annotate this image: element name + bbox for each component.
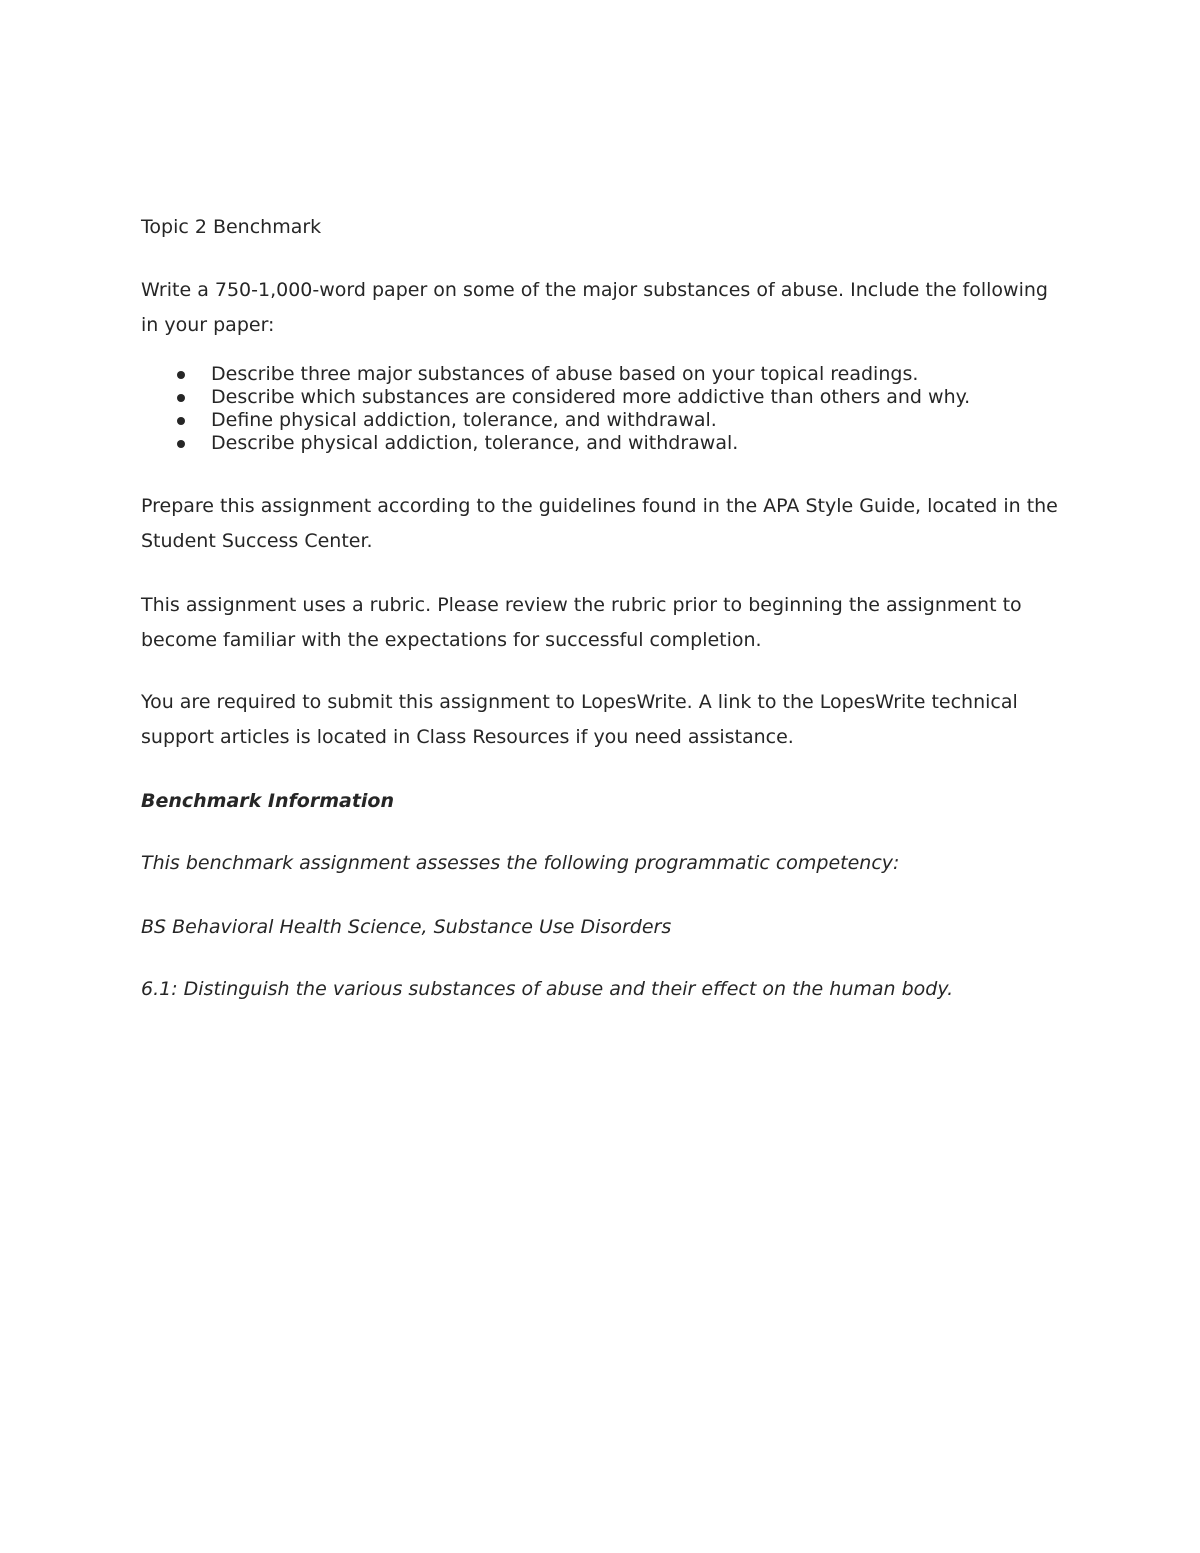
benchmark-intro: This benchmark assignment assesses the following programmatic competency:	[141, 852, 900, 874]
list-item-text: Define physical addiction, tolerance, and withdrawal.	[211, 409, 717, 431]
lopeswrite-paragraph: You are required to submit this assignment to LopesWrite. A link to the LopesWrite technical support articles is located in Class Resources if you need assistance.	[141, 691, 1018, 748]
apa-paragraph: Prepare this assignment according to the guidelines found in the APA Style Guide, located in the Student Success Center.	[141, 495, 1058, 552]
list-item	[141, 363, 1061, 386]
benchmark-heading: Benchmark Information	[141, 790, 395, 812]
list-item-text: Describe three major substances of abuse based on your topical readings.	[211, 363, 919, 385]
document-title: Topic 2 Benchmark	[141, 216, 322, 238]
benchmark-program: BS Behavioral Health Science, Substance Use Disorders	[141, 916, 672, 938]
list-item	[141, 386, 1061, 409]
bullet-icon	[177, 440, 185, 448]
list-item	[141, 432, 1061, 455]
bullet-icon	[177, 371, 185, 379]
list-item	[141, 409, 1061, 432]
bullet-icon	[177, 417, 185, 425]
list-item-text: Describe physical addiction, tolerance, and withdrawal.	[211, 432, 739, 454]
intro-paragraph: Write a 750-1,000-word paper on some of the major substances of abuse. Include the following in your paper:	[141, 279, 1048, 336]
benchmark-competency: 6.1: Distinguish the various substances of abuse and their effect on the human body.	[141, 978, 954, 1000]
bullet-icon	[177, 394, 185, 402]
list-item-text: Describe which substances are considered more addictive than others and why.	[211, 386, 971, 408]
rubric-paragraph: This assignment uses a rubric. Please review the rubric prior to beginning the assignment to become familiar with the expectations for successful completion.	[141, 594, 1022, 651]
requirements-list	[141, 363, 1061, 455]
